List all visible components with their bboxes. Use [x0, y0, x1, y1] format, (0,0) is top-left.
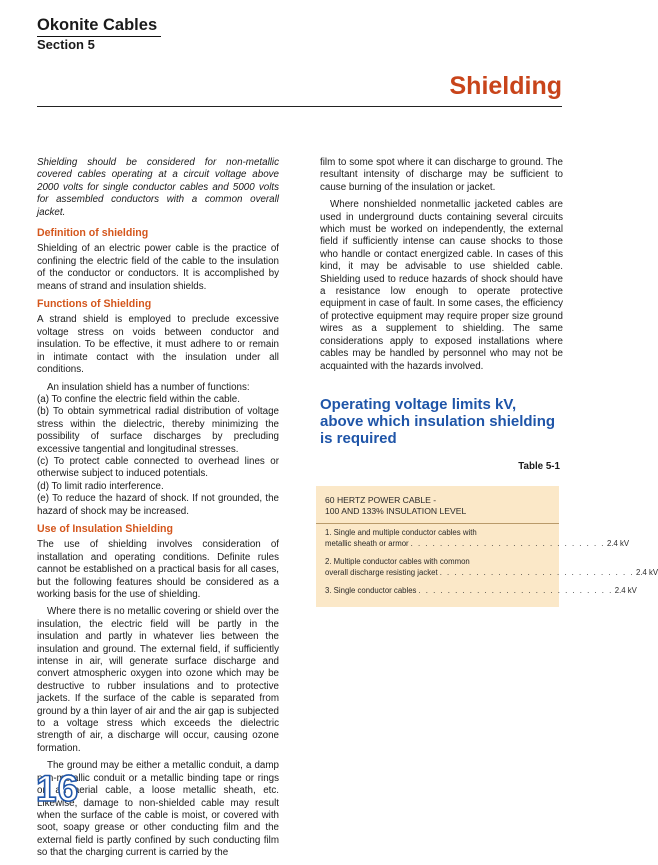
left-column — [37, 157, 279, 865]
continued-paragraph: film to some spot where it can discharge to ground. The resultant intensity of discharge may be sufficient to cause burning of the insulation or jacket. — [320, 157, 563, 193]
definition-paragraph: Shielding of an electric power cable is the practice of confining the electric field of the cable to the insulation of the conductor or conductors. It is accomplished by means of strand and insulation shields. — [37, 243, 279, 292]
voltage-table — [316, 486, 658, 607]
row-value: 2.4 kV — [614, 586, 637, 595]
heading-definition: Definition of shielding — [37, 227, 149, 240]
use-paragraph-3: The ground may be either a metallic conduit, a damp non-metallic conduit or a metallic binding tape or rings on an aerial cable, a loose metallic sheath, etc. Likewise, damage to non-shielded cable may result when the surface of the cable is moist, or covered with soot, soapy grease or other conducting film and the external field is partly confined by such conducting film so that the charging current is carried by the — [37, 760, 279, 859]
dot-leader: . . . . . . . . . . . . . . . . . . . . . . . . . . . — [439, 567, 634, 577]
use-paragraph-2: Where there is no metallic covering or shield over the insulation, the electric field will be partly in the insulation and partly in whatever lies between the insulation and ground. The external field, if sufficiently intense in air, will generate surface discharge and convert atmospheric oxygen into ozone which may be destructive to rubber insulations and to protective jackets. If the surface of the cable is separated from ground by a thin layer of air and the air gap is subjected to a voltage stress which exceeds the dielectric strength of air, a discharge will occur, causing ozone formation. — [37, 606, 279, 754]
dot-leader: . . . . . . . . . . . . . . . . . . . . . . . . . . . — [418, 586, 613, 595]
functions-intro: An insulation shield has a number of functions: — [47, 381, 250, 393]
list-item: (c) To protect cable connected to overhead lines or otherwise subject to induced potentials. — [37, 455, 279, 480]
list-item: (a) To confine the electric field within the cable. — [37, 393, 240, 405]
row-value: 2.4 kV — [636, 567, 658, 577]
callout-heading: Operating voltage limits kV, above which insulation shielding is required — [320, 396, 556, 447]
list-item: (d) To limit radio interference. — [37, 480, 164, 492]
table-header — [316, 486, 559, 524]
brand-header — [37, 15, 161, 37]
page-number: 16 — [36, 768, 80, 809]
intro-paragraph: Shielding should be considered for non-metallic covered cables operating at a circuit voltage above 2000 volts for single conductor cables and 5000 volts for assembled conductors with a common overall jacket. — [37, 157, 279, 218]
row-value: 2.4 kV — [606, 538, 630, 548]
section-label: Section 5 — [37, 37, 95, 52]
row-text: 1. Single and multiple conductor cables with — [325, 528, 477, 537]
row-text: overall discharge resisting jacket — [325, 567, 438, 577]
row-text: 2. Multiple conductor cables with common — [325, 557, 470, 566]
row-text: 3. Single conductor cables — [325, 586, 417, 595]
list-item: (b) To obtain symmetrical radial distribution of voltage stress within the dielectric, thereby minimizing the possibility of surface discharges by precluding excessive tangential and longitudinal stresses. — [37, 406, 279, 455]
right-column — [320, 157, 563, 378]
table-label: Table 5-1 — [518, 461, 560, 472]
table-row — [316, 524, 630, 553]
heading-use: Use of Insulation Shielding — [37, 522, 173, 535]
headline-rule — [37, 106, 562, 107]
heading-functions: Functions of Shielding — [37, 298, 152, 311]
dot-leader: . . . . . . . . . . . . . . . . . . . . . . . . . . . — [410, 538, 605, 548]
nonshielded-paragraph: Where nonshielded nonmetallic jacketed cables are used in underground ducts containing several circuits which must be worked on independently, the external field if sufficiently intense can cause shocks to those who handle or contact energized cable. In cases of this kind, it may be advisable to use shielded cable. Shielding used to reduce hazards of shock should have a resistance low enough to operate protective equipment in case of fault. In some cases, the efficiency of protective equipment may require proper size ground wires as a supplement to shielding. The same considerations apply to exposed installations where cables may be handled by personnel who may not be acquainted with the hazards involved. — [320, 199, 563, 372]
row-text: metallic sheath or armor — [325, 538, 409, 548]
use-paragraph-1: The use of shielding involves consideration of installation and operating conditions. Definite rules cannot be established on a practical basis for all cases, but the following features should be considered as a working basis for the use of shielding. — [37, 539, 279, 600]
table-row — [316, 553, 658, 582]
table-row — [316, 582, 637, 601]
table-header-line: 100 AND 133% INSULATION LEVEL — [325, 506, 467, 516]
functions-paragraph: A strand shield is employed to preclude excessive voltage stress on voids between conductor and insulation. To be effective, it must adhere to or remain in intimate contact with the insulation under all conditions. — [37, 314, 279, 376]
list-item: (e) To reduce the hazard of shock. If not grounded, the hazard of shock may be increased. — [37, 493, 279, 517]
page-headline: Shielding — [449, 72, 562, 100]
functions-list — [37, 394, 279, 518]
table-header-line: 60 HERTZ POWER CABLE - — [325, 495, 437, 505]
brand-title: Okonite Cables — [37, 16, 158, 34]
